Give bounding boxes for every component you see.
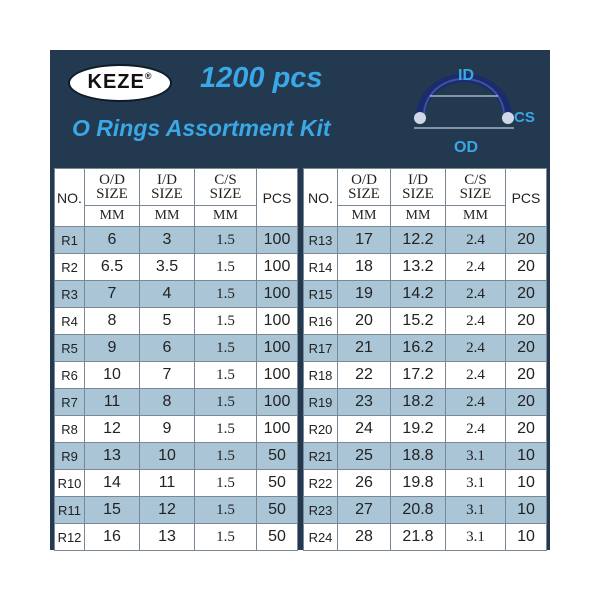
cell-cs: 1.5 — [195, 470, 257, 497]
cell-pcs: 50 — [257, 497, 298, 524]
cell-od: 14 — [85, 470, 140, 497]
table-row — [304, 308, 547, 335]
cell-id: 3 — [140, 227, 195, 254]
col-header-cs: C/S SIZE — [446, 169, 506, 206]
cell-id: 21.8 — [391, 524, 446, 551]
cell-pcs: 50 — [257, 524, 298, 551]
table-row — [304, 227, 547, 254]
cs-label: CS — [514, 109, 535, 126]
cell-pcs: 100 — [257, 335, 298, 362]
cell-pcs: 100 — [257, 254, 298, 281]
cell-no: R5 — [55, 335, 85, 362]
cell-no: R16 — [304, 308, 338, 335]
size-tables — [54, 168, 546, 546]
cell-cs: 1.5 — [195, 254, 257, 281]
cell-no: R7 — [55, 389, 85, 416]
cell-cs: 2.4 — [446, 416, 506, 443]
cell-cs: 2.4 — [446, 362, 506, 389]
cell-od: 11 — [85, 389, 140, 416]
cell-pcs: 20 — [506, 281, 547, 308]
cell-od: 27 — [338, 497, 391, 524]
cell-no: R2 — [55, 254, 85, 281]
table-row — [55, 281, 298, 308]
cell-id: 19.8 — [391, 470, 446, 497]
col-header-no: NO. — [55, 169, 85, 227]
cell-cs: 1.5 — [195, 389, 257, 416]
cell-od: 21 — [338, 335, 391, 362]
brand-logo — [68, 64, 172, 102]
cell-cs: 1.5 — [195, 524, 257, 551]
cell-id: 6 — [140, 335, 195, 362]
cell-cs: 1.5 — [195, 227, 257, 254]
cell-no: R22 — [304, 470, 338, 497]
cell-no: R12 — [55, 524, 85, 551]
table-row — [55, 389, 298, 416]
cell-id: 14.2 — [391, 281, 446, 308]
table-row — [304, 335, 547, 362]
cell-no: R6 — [55, 362, 85, 389]
cell-cs: 1.5 — [195, 308, 257, 335]
table-row — [304, 416, 547, 443]
od-label: OD — [454, 139, 478, 156]
cell-cs: 1.5 — [195, 416, 257, 443]
col-header-id: I/D SIZE — [391, 169, 446, 206]
cell-od: 28 — [338, 524, 391, 551]
cell-id: 15.2 — [391, 308, 446, 335]
table-row — [55, 524, 298, 551]
cell-od: 18 — [338, 254, 391, 281]
cell-no: R10 — [55, 470, 85, 497]
cell-id: 5 — [140, 308, 195, 335]
cell-no: R3 — [55, 281, 85, 308]
cell-no: R23 — [304, 497, 338, 524]
registered-mark: ® — [144, 71, 153, 81]
cell-cs: 2.4 — [446, 281, 506, 308]
table-row — [55, 362, 298, 389]
cell-od: 7 — [85, 281, 140, 308]
cell-od: 25 — [338, 443, 391, 470]
cell-od: 6 — [85, 227, 140, 254]
cell-pcs: 100 — [257, 416, 298, 443]
cell-od: 6.5 — [85, 254, 140, 281]
brand-logo-text — [88, 71, 153, 94]
id-label: ID — [458, 67, 474, 84]
table-row — [55, 470, 298, 497]
cell-cs: 2.4 — [446, 227, 506, 254]
cell-no: R13 — [304, 227, 338, 254]
cell-cs: 3.1 — [446, 443, 506, 470]
o-ring-arc — [420, 78, 508, 118]
cell-pcs: 10 — [506, 497, 547, 524]
cell-od: 22 — [338, 362, 391, 389]
cell-id: 19.2 — [391, 416, 446, 443]
cs-left-circle — [414, 112, 426, 124]
cell-id: 12.2 — [391, 227, 446, 254]
cell-no: R18 — [304, 362, 338, 389]
cell-pcs: 100 — [257, 389, 298, 416]
cell-id: 8 — [140, 389, 195, 416]
cell-no: R4 — [55, 308, 85, 335]
cell-pcs: 100 — [257, 281, 298, 308]
brand-name: KEZE — [87, 71, 145, 93]
cell-no: R15 — [304, 281, 338, 308]
cell-no: R1 — [55, 227, 85, 254]
table-row — [55, 497, 298, 524]
cell-no: R11 — [55, 497, 85, 524]
cell-id: 13.2 — [391, 254, 446, 281]
cell-pcs: 20 — [506, 227, 547, 254]
cell-id: 18.8 — [391, 443, 446, 470]
cell-id: 3.5 — [140, 254, 195, 281]
cell-pcs: 20 — [506, 362, 547, 389]
col-header-pcs: PCS — [506, 169, 547, 227]
cell-pcs: 10 — [506, 443, 547, 470]
cell-id: 9 — [140, 416, 195, 443]
table-row — [304, 254, 547, 281]
cell-cs: 3.1 — [446, 524, 506, 551]
cell-od: 23 — [338, 389, 391, 416]
table-row — [55, 227, 298, 254]
table-row — [55, 443, 298, 470]
table-row — [304, 281, 547, 308]
kit-title: O Rings Assortment Kit — [72, 115, 331, 141]
table-row — [55, 254, 298, 281]
col-header-cs: C/S SIZE — [195, 169, 257, 206]
col-header-pcs: PCS — [257, 169, 298, 227]
header-panel — [50, 50, 550, 164]
size-table-right — [303, 168, 547, 551]
quantity-label: 1200 pcs — [200, 62, 323, 94]
cell-od: 8 — [85, 308, 140, 335]
o-ring-diagram-icon — [400, 58, 540, 158]
unit-id: MM — [140, 206, 195, 227]
product-card — [50, 50, 550, 550]
cs-right-circle — [502, 112, 514, 124]
table-row — [304, 497, 547, 524]
cell-cs: 2.4 — [446, 308, 506, 335]
cell-od: 12 — [85, 416, 140, 443]
table-row — [304, 470, 547, 497]
table-row — [55, 416, 298, 443]
cell-od: 9 — [85, 335, 140, 362]
col-header-od: O/D SIZE — [85, 169, 140, 206]
cell-od: 15 — [85, 497, 140, 524]
cell-od: 16 — [85, 524, 140, 551]
cell-no: R8 — [55, 416, 85, 443]
table-row — [304, 389, 547, 416]
cell-od: 13 — [85, 443, 140, 470]
table-row — [55, 308, 298, 335]
cell-pcs: 100 — [257, 308, 298, 335]
col-header-id: I/D SIZE — [140, 169, 195, 206]
cell-cs: 3.1 — [446, 497, 506, 524]
cell-pcs: 100 — [257, 227, 298, 254]
cell-od: 26 — [338, 470, 391, 497]
cell-cs: 2.4 — [446, 389, 506, 416]
cell-id: 13 — [140, 524, 195, 551]
cell-pcs: 10 — [506, 470, 547, 497]
table-row — [304, 524, 547, 551]
cell-cs: 2.4 — [446, 254, 506, 281]
cell-od: 19 — [338, 281, 391, 308]
cell-id: 16.2 — [391, 335, 446, 362]
cell-no: R20 — [304, 416, 338, 443]
cell-cs: 1.5 — [195, 362, 257, 389]
cell-id: 7 — [140, 362, 195, 389]
cell-no: R17 — [304, 335, 338, 362]
cell-no: R19 — [304, 389, 338, 416]
cell-pcs: 20 — [506, 254, 547, 281]
unit-cs: MM — [195, 206, 257, 227]
unit-id: MM — [391, 206, 446, 227]
cell-id: 12 — [140, 497, 195, 524]
cell-od: 20 — [338, 308, 391, 335]
cell-no: R24 — [304, 524, 338, 551]
cell-pcs: 50 — [257, 470, 298, 497]
cell-pcs: 50 — [257, 443, 298, 470]
cell-pcs: 10 — [506, 524, 547, 551]
col-header-no: NO. — [304, 169, 338, 227]
cell-id: 20.8 — [391, 497, 446, 524]
cell-cs: 1.5 — [195, 443, 257, 470]
unit-cs: MM — [446, 206, 506, 227]
cell-pcs: 20 — [506, 335, 547, 362]
cell-id: 18.2 — [391, 389, 446, 416]
cell-pcs: 20 — [506, 308, 547, 335]
cell-od: 24 — [338, 416, 391, 443]
cell-pcs: 20 — [506, 389, 547, 416]
table-row — [304, 362, 547, 389]
size-table-left — [54, 168, 298, 551]
cell-cs: 1.5 — [195, 335, 257, 362]
cell-id: 4 — [140, 281, 195, 308]
cell-no: R14 — [304, 254, 338, 281]
cell-cs: 1.5 — [195, 497, 257, 524]
cell-pcs: 100 — [257, 362, 298, 389]
cell-cs: 2.4 — [446, 335, 506, 362]
cell-id: 11 — [140, 470, 195, 497]
col-header-od: O/D SIZE — [338, 169, 391, 206]
cell-id: 10 — [140, 443, 195, 470]
cell-od: 17 — [338, 227, 391, 254]
cell-pcs: 20 — [506, 416, 547, 443]
cell-cs: 3.1 — [446, 470, 506, 497]
cell-od: 10 — [85, 362, 140, 389]
cell-id: 17.2 — [391, 362, 446, 389]
table-row — [304, 443, 547, 470]
table-row — [55, 335, 298, 362]
cell-no: R9 — [55, 443, 85, 470]
cell-cs: 1.5 — [195, 281, 257, 308]
unit-od: MM — [338, 206, 391, 227]
unit-od: MM — [85, 206, 140, 227]
cell-no: R21 — [304, 443, 338, 470]
